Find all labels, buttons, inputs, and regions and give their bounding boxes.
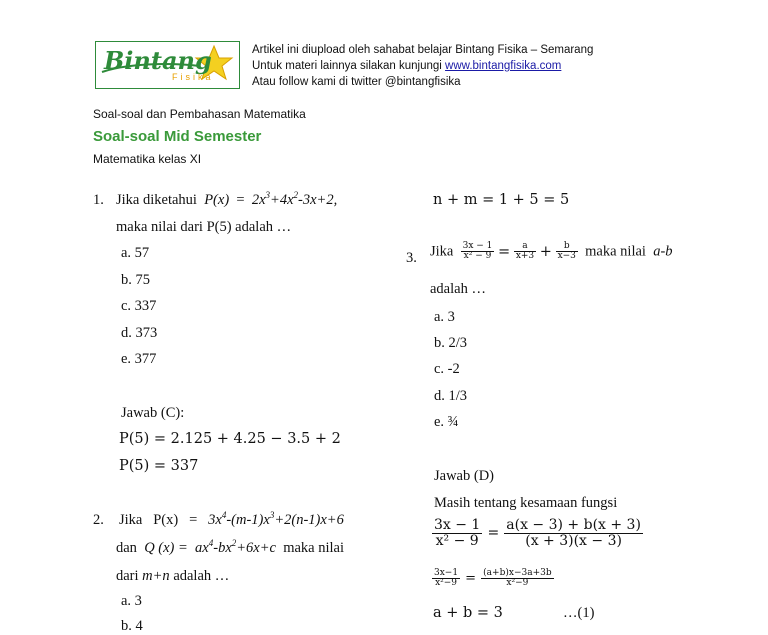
q2-line3-b: m+n — [142, 568, 170, 584]
q3-line2: adalah … — [430, 281, 486, 297]
header-line-1: Artikel ini diupload oleh sahabat belajar Bintang Fisika – Semarang — [252, 44, 594, 56]
q2-px: P(x) — [153, 512, 179, 528]
q2-tail: maka nilai — [283, 540, 344, 556]
q3-option-a: a. 3 — [434, 309, 455, 325]
header-line-2 — [252, 58, 561, 74]
q2-q-term-2: -bx — [213, 540, 232, 556]
header-line-3: Atau follow kami di twitter @bintangfisika — [252, 76, 461, 88]
q2-line3-c: adalah … — [173, 568, 230, 584]
q1-option-a: a. 57 — [121, 245, 150, 261]
q3-small-rhs-num: (a+b)x−3a+3b — [483, 567, 552, 578]
q3-ab: a-b — [653, 243, 673, 260]
q3-big-rhs-den: (x + 3)(x − 3) — [525, 532, 622, 549]
q3-a-num: a — [514, 242, 536, 252]
q3-tail: maka nilai — [585, 243, 646, 260]
website-link[interactable]: www.bintangfisika.com — [445, 60, 562, 72]
q2-option-a: a. 3 — [121, 593, 142, 609]
nm-result: n + m = 1 + 5 = 5 — [433, 192, 570, 208]
q3-big-rhs-num: a(x − 3) + b(x + 3) — [506, 517, 641, 533]
q3-eq: = — [498, 243, 511, 260]
q1-fx: P(x) — [204, 192, 230, 208]
q3-big-eq: = — [487, 525, 500, 542]
q3-answer: Jawab (D) — [434, 468, 494, 484]
q3-small-lhs-num: 3x−1 — [434, 567, 459, 578]
logo-brand: Bintang — [104, 46, 212, 75]
q2-line3-a: dari — [116, 568, 139, 584]
q1-intro: Jika diketahui — [116, 192, 197, 208]
q3-option-c: c. -2 — [434, 361, 460, 377]
q2-intro: Jika — [119, 512, 143, 528]
q3-a-den: x+3 — [515, 251, 535, 262]
q3-intro: Jika — [430, 243, 454, 260]
q2-eq: = — [189, 512, 198, 528]
doc-subtitle: Soal-soal dan Pembahasan Matematika — [93, 107, 306, 121]
header-line-2-prefix: Untuk materi lainnya silakan kunjungi — [252, 60, 446, 72]
q2-term-2: -(m-1)x — [226, 512, 270, 528]
q3-plus: + — [539, 243, 552, 260]
q1-option-c: c. 337 — [121, 298, 157, 314]
doc-title: Soal-soal Mid Semester — [93, 128, 262, 145]
q2-q-exp-1: 4 — [208, 538, 214, 548]
q3-big-lhs-num: 3x − 1 — [434, 517, 481, 533]
q3-option-b: b. 2/3 — [434, 335, 468, 351]
q1-number: 1. — [93, 192, 104, 208]
q3-b-den: x−3 — [557, 251, 576, 262]
q3-lhs-den: x² − 9 — [463, 251, 492, 262]
q3-final: a + b = 3 — [433, 605, 503, 621]
q1-answer: Jawab (C): — [121, 405, 185, 421]
q2-q-exp-2: 2 — [231, 538, 237, 548]
q2-qx: Q (x) = — [144, 540, 188, 556]
q2-dan: dan — [116, 540, 137, 556]
q1-term-b: +4x — [270, 192, 294, 208]
q3-small-eq: = — [465, 571, 477, 586]
q3-big-rhs — [504, 518, 643, 548]
q1-option-d: d. 373 — [121, 325, 158, 341]
q1-work-2: P(5) = 337 — [119, 458, 199, 474]
q2-line2 — [116, 540, 344, 557]
q1-stem — [116, 192, 337, 209]
q2-option-b: b. 4 — [121, 618, 143, 634]
q2-exp-1: 4 — [221, 510, 227, 520]
q3-small-rhs-den: x²−9 — [506, 578, 529, 588]
q3-small-lhs-den: x²−9 — [435, 578, 458, 588]
q3-big-lhs-den: x² − 9 — [435, 532, 479, 549]
q3-note: Masih tentang kesamaan fungsi — [434, 495, 618, 511]
q2-term-1: 3x — [208, 512, 222, 528]
q2-term-3: +2(n-1)x+6 — [274, 512, 344, 528]
q3-b-fraction — [556, 242, 578, 262]
q3-lhs-num: 3x − 1 — [462, 241, 493, 251]
q2-number: 2. — [93, 512, 104, 528]
q1-term-c: -3x+2, — [298, 192, 338, 208]
q1-eq: = — [236, 192, 245, 208]
q3-number: 3. — [406, 250, 417, 266]
q3-option-d: d. 1/3 — [434, 388, 468, 404]
q1-option-e: e. 377 — [121, 351, 157, 367]
q1-term-a: 2x — [251, 192, 266, 208]
q3-lhs-fraction — [461, 242, 495, 262]
q3-b-num: b — [556, 242, 578, 252]
q2-line3 — [116, 568, 229, 585]
logo-sub: Fisika — [172, 72, 214, 82]
q2-q-term-1: ax — [195, 540, 209, 556]
q3-big-equation — [432, 518, 643, 548]
q2-exp-2: 3 — [269, 510, 275, 520]
q3-small-rhs — [481, 569, 553, 589]
q3-stem — [430, 242, 673, 262]
q3-final-tag: …(1) — [563, 605, 595, 621]
q3-big-lhs — [432, 518, 482, 548]
q2-stem — [119, 512, 344, 529]
q3-option-e: e. ¾ — [434, 414, 459, 430]
doc-class: Matematika kelas XI — [93, 152, 202, 166]
q1-line2: maka nilai dari P(5) adalah … — [116, 219, 292, 235]
q2-q-term-3: +6x+c — [236, 540, 276, 556]
q3-small-equation — [432, 568, 554, 588]
q3-small-lhs — [432, 569, 460, 589]
q1-exp-a: 3 — [265, 190, 271, 200]
q1-work-1: P(5) = 2.125 + 4.25 − 3.5 + 2 — [119, 431, 341, 447]
q3-a-fraction — [514, 242, 536, 262]
q1-option-b: b. 75 — [121, 272, 150, 288]
logo — [95, 41, 240, 89]
q1-exp-b: 2 — [293, 190, 299, 200]
